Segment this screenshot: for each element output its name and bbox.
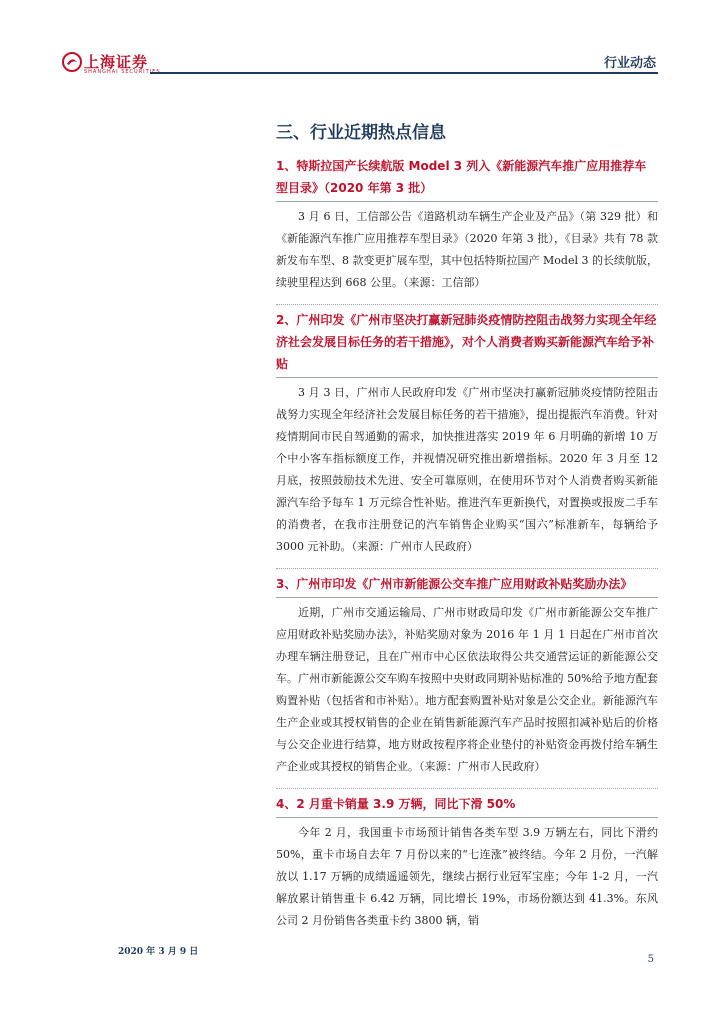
news-item-title: 3、广州市印发《广州市新能源公交车推广应用财政补贴奖励办法》 (276, 577, 633, 591)
news-item-3 (276, 568, 658, 778)
title-divider (276, 377, 658, 378)
title-divider (276, 817, 658, 818)
section-title: 三、行业近期热点信息 (276, 123, 446, 143)
main-content (276, 118, 658, 932)
logo-emblem-icon (62, 52, 82, 72)
news-item-2 (276, 304, 658, 558)
title-divider (276, 201, 658, 202)
news-item-title: 1、特斯拉国产长续航版 Model 3 列入《新能源汽车推广应用推荐车型目录》（2020 年第 3 批） (276, 159, 647, 195)
report-category: 行业动态 (603, 56, 656, 71)
news-item-title: 2、广州印发《广州市坚决打赢新冠肺炎疫情防控阻击战努力实现全年经济社会发展目标任务的若干措施》，对个人消费者购买新能源汽车给予补贴 (276, 313, 657, 371)
header-divider (150, 72, 658, 74)
news-item-4 (276, 788, 658, 932)
logo-text: 上海证券 (84, 53, 149, 71)
news-item-1 (276, 155, 658, 294)
news-item-body: 3 月 6 日，工信部公告《道路机动车辆生产企业及产品》（第 329 批）和《新能源汽车推广应用推荐车型目录》（2020 年第 3 批），《目录》共有 78 款新发布车型、8 款变更扩展车型，其中包括特斯拉国产 Model 3 的长续航版，续驶里程达到 668 公里。（来源：工信部） (276, 210, 658, 289)
news-item-body: 近期，广州市交通运输局、广州市财政局印发《广州市新能源公交车推广应用财政补贴奖励办法》，补贴奖励对象为 2016 年 1 月 1 日起在广州市首次办理车辆注册登记，且在广州市中心区依法取得公共交通营运证的新能源公交车。广州市新能源公交车购车按照中央财政同期补贴标准的 50%给予地方配套购置补贴（包括省和市补贴）。地方配套购置补贴对象是公交企业。新能源汽车生产企业或其授权销售的企业在销售新能源汽车产品时按照扣减补贴后的价格与公交企业进行结算，地方财政按程序将企业垫付的补贴资金再拨付给车辆生产企业或其授权的销售企业。（来源：广州市人民政府） (276, 606, 658, 773)
page-header (0, 0, 724, 80)
news-item-body: 今年 2 月，我国重卡市场预计销售各类车型 3.9 万辆左右，同比下滑约 50%，重卡市场自去年 7 月份以来的“七连涨”被终结。今年 2 月份，一汽解放以 1.17 万辆的成绩遥遥领先，继续占据行业冠军宝座；今年 1-2 月，一汽解放累计销售重卡 6.42 万辆，同比增长 19%，市场份额达到 41.3%。东风公司 2 月份销售各类重卡约 3800 辆，销 (276, 826, 658, 927)
news-item-body: 3 月 3 日，广州市人民政府印发《广州市坚决打赢新冠肺炎疫情防控阻击战努力实现全年经济社会发展目标任务的若干措施》，提出提振汽车消费。针对疫情期间市民自驾通勤的需求，加快推进落实 2019 年 6 月明确的新增 10 万个中小客车指标额度工作，并视情况研究推出新增指标。2020 年 3 月至 12 月底，按照鼓励技术先进、安全可靠原则，在使用环节对个人消费者购买新能源汽车给予每车 1 万元综合性补贴。推进汽车更新换代，对置换或报废二手车的消费者，在我市注册登记的汽车销售企业购买“国六”标准新车，每辆给予 3000 元补助。（来源：广州市人民政府） (276, 386, 658, 553)
logo-subtext: SHANGHAI SECURITIES (84, 69, 161, 75)
title-divider (276, 597, 658, 598)
page-number: 5 (647, 954, 654, 965)
footer-date: 2020 年 3 月 9 日 (118, 947, 199, 957)
news-item-title: 4、2 月重卡销量 3.9 万辆，同比下滑 50% (276, 797, 516, 811)
